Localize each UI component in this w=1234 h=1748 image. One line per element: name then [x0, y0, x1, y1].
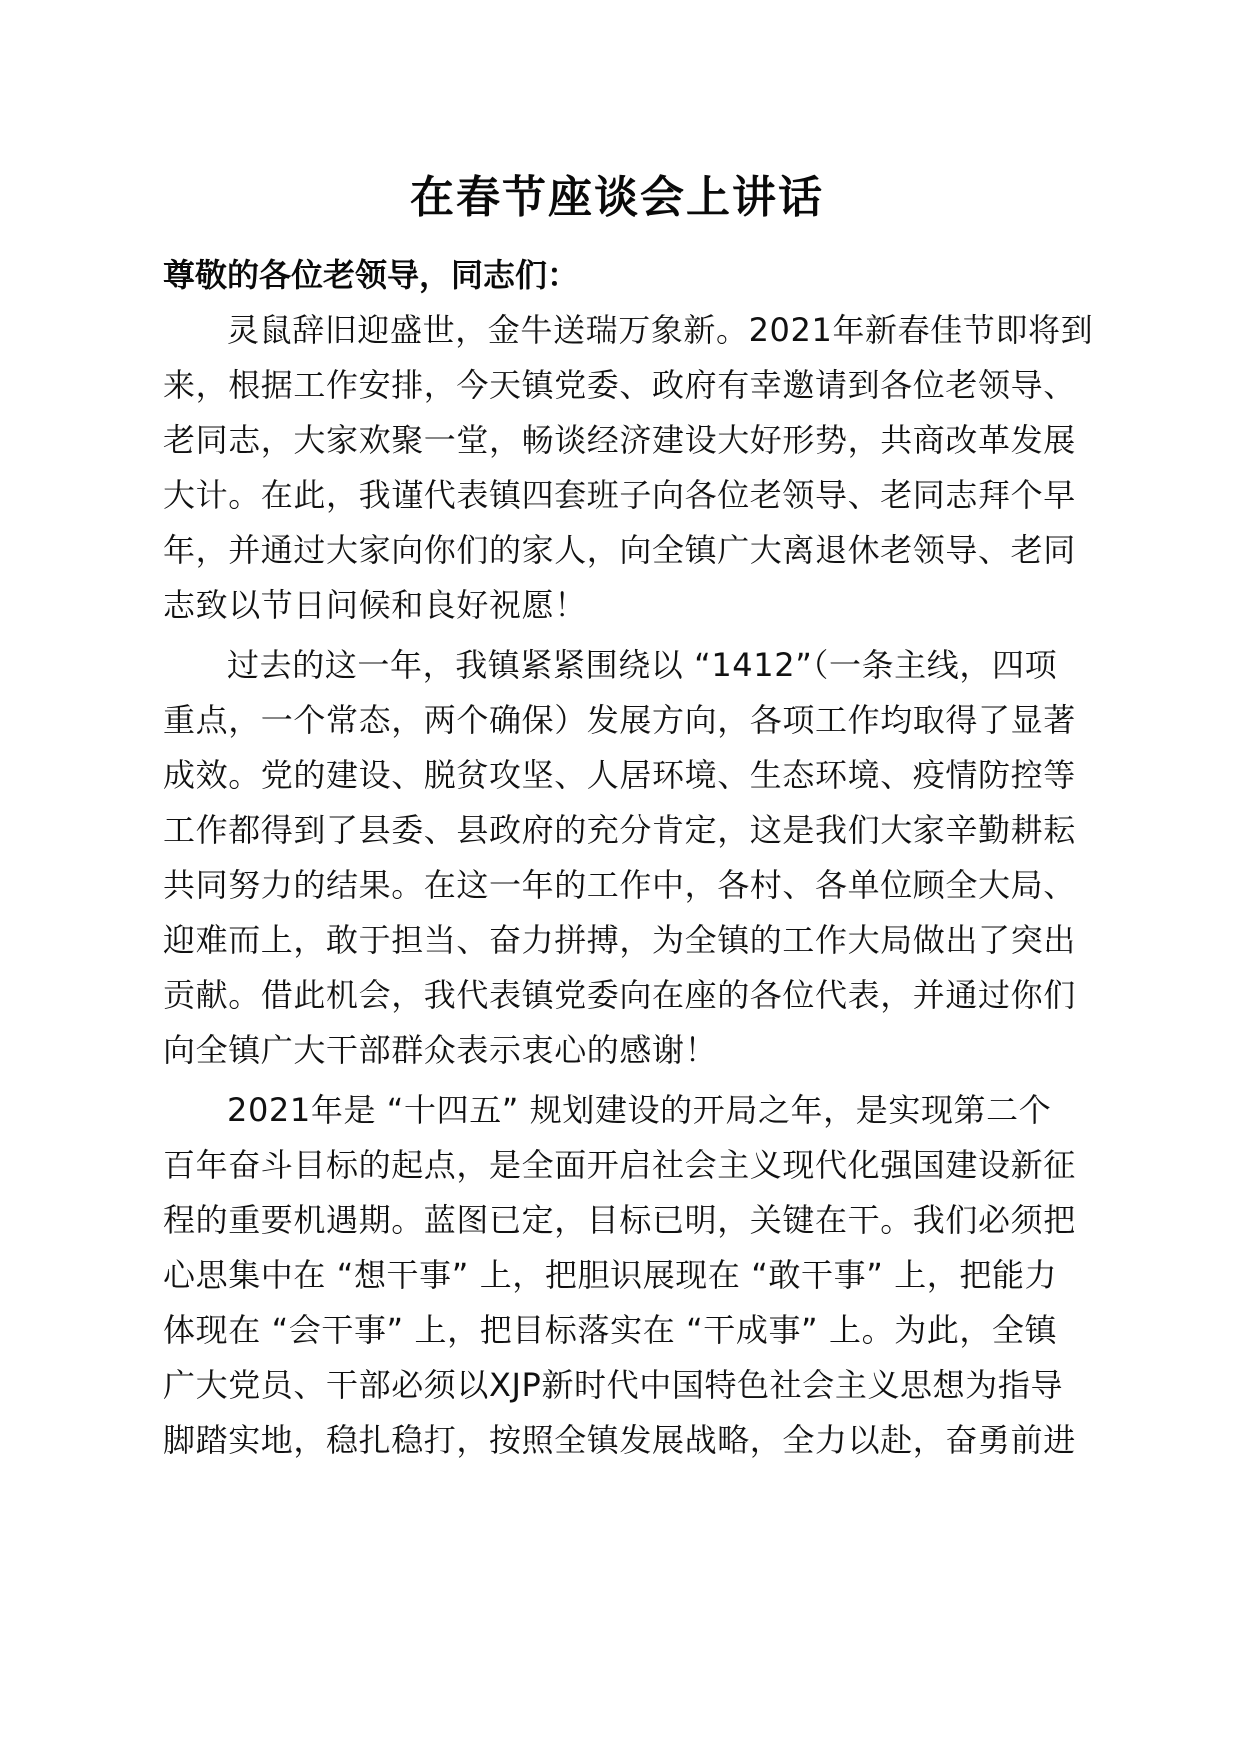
- body-line: 成效。党的建设、脱贫攻坚、人居环境、生态环境、疫情防控等: [163, 756, 1076, 794]
- body-line: 志致以节日问候和良好祝愿！: [163, 586, 587, 624]
- salutation: 尊敬的各位老领导，同志们：: [163, 256, 580, 294]
- body-line: 重点，一个常态，两个确保）发展方向，各项工作均取得了显著: [163, 701, 1076, 739]
- body-line: 心思集中在 “想干事” 上，把胆识展现在 “敢干事” 上，把能力: [163, 1256, 1058, 1294]
- body-line: 迎难而上，敢于担当、奋力拼搏，为全镇的工作大局做出了突出: [163, 921, 1076, 959]
- body-line: 体现在 “会干事” 上，把目标落实在 “干成事” 上。为此，全镇: [163, 1311, 1058, 1349]
- body-line: 向全镇广大干部群众表示衷心的感谢！: [163, 1031, 718, 1069]
- document-title: 在春节座谈会上讲话: [410, 172, 824, 223]
- body-line: 脚踏实地，稳扎稳打，按照全镇发展战略，全力以赴，奋勇前进: [163, 1421, 1076, 1459]
- body-line: 大计。在此，我谨代表镇四套班子向各位老领导、老同志拜个早: [163, 476, 1076, 514]
- body-line: 年，并通过大家向你们的家人，向全镇广大离退休老领导、老同: [163, 531, 1076, 569]
- body-line: 贡献。借此机会，我代表镇党委向在座的各位代表，并通过你们: [163, 976, 1076, 1014]
- body-line: 百年奋斗目标的起点，是全面开启社会主义现代化强国建设新征: [163, 1146, 1076, 1184]
- body-line: 共同努力的结果。在这一年的工作中，各村、各单位顾全大局、: [163, 866, 1076, 904]
- body-line: 广大党员、干部必须以XJP新时代中国特色社会主义思想为指导: [163, 1366, 1064, 1404]
- body-line: 老同志，大家欢聚一堂，畅谈经济建设大好形势，共商改革发展: [163, 421, 1076, 459]
- body-line: 灵鼠辞旧迎盛世，金牛送瑞万象新。2021年新春佳节即将到: [227, 311, 1094, 349]
- body-line: 来，根据工作安排，今天镇党委、政府有幸邀请到各位老领导、: [163, 366, 1076, 404]
- body-line: 工作都得到了县委、县政府的充分肯定，这是我们大家辛勤耕耘: [163, 811, 1076, 849]
- body-line: 2021年是 “十四五” 规划建设的开局之年，是实现第二个: [227, 1091, 1052, 1129]
- body-line: 程的重要机遇期。蓝图已定，目标已明，关键在干。我们必须把: [163, 1201, 1076, 1239]
- body-line: 过去的这一年，我镇紧紧围绕以 “1412”（一条主线，四项: [227, 646, 1058, 684]
